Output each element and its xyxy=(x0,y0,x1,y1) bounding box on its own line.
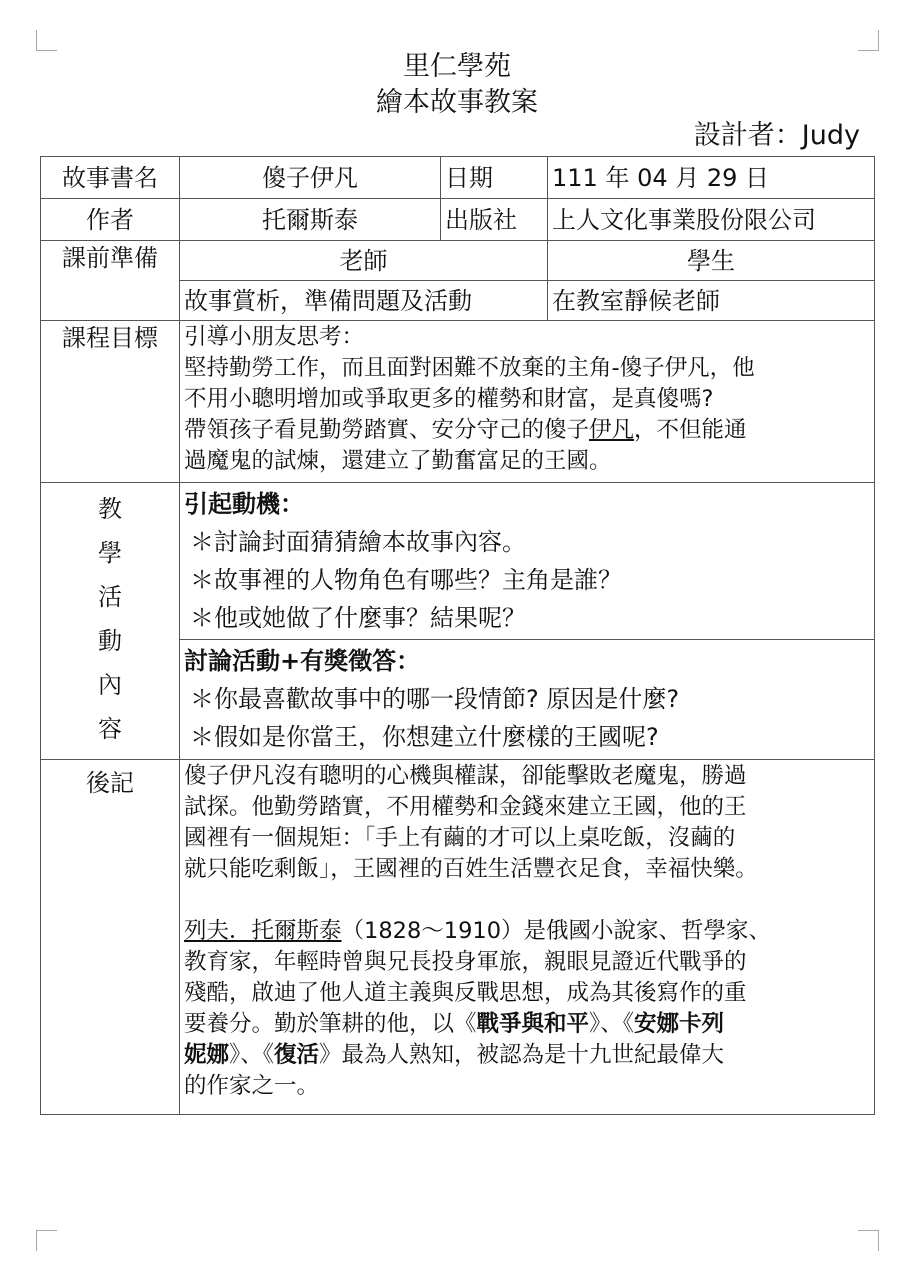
book-title: 妮娜 xyxy=(184,1042,230,1068)
discussion-section xyxy=(180,640,875,760)
activity-item: ＊他或她做了什麼事？結果呢？ xyxy=(190,604,526,632)
paragraph-gap xyxy=(184,885,870,916)
objectives-row xyxy=(41,321,875,483)
book-title: 戰爭與和平 xyxy=(476,1011,590,1037)
book-info-row xyxy=(41,157,875,199)
date-label: 日期 xyxy=(441,157,548,199)
postscript-line: 傻子伊凡沒有聰明的心機與權謀，卻能擊敗老魔鬼，勝過 xyxy=(184,763,747,789)
objective-line: 引導小朋友思考： xyxy=(184,324,365,350)
prep-label: 課前準備 xyxy=(41,241,180,321)
activity-item: ＊假如是你當王，你想建立什麼樣的王國呢? xyxy=(190,723,659,751)
motivation-section xyxy=(180,483,875,640)
postscript-line: 國裡有一個規矩：「手上有繭的才可以上桌吃飯，沒繭的 xyxy=(184,825,736,851)
author-name-link: 列夫．托爾斯泰 xyxy=(184,918,342,944)
postscript-line: 的作家之一。 xyxy=(184,1073,320,1099)
crop-mark-bottom-left xyxy=(36,1230,57,1251)
activities-label: 教 學 活 動 內 容 xyxy=(41,483,180,760)
postscript-label: 後記 xyxy=(41,760,180,1115)
postscript-row xyxy=(41,760,875,1115)
book-title: 復活 xyxy=(274,1042,320,1068)
objectives-label: 課程目標 xyxy=(41,321,180,483)
book-label: 故事書名 xyxy=(41,157,180,199)
postscript-line: 妮娜》、《復活》最為人熟知，被認為是十九世紀最偉大 xyxy=(184,1042,725,1068)
author-value: 托爾斯泰 xyxy=(180,199,441,241)
publisher-value: 上人文化事業股份限公司 xyxy=(548,199,875,241)
postscript-line: 殘酷，啟迪了他人道主義與反戰思想，成為其後寫作的重 xyxy=(184,980,747,1006)
section-title: 討論活動+有獎徵答： xyxy=(184,647,421,675)
activity-item: ＊故事裡的人物角色有哪些？主角是誰？ xyxy=(190,566,622,594)
postscript-line: 教育家，年輕時曾與兄長投身軍旅，親眼見證近代戰爭的 xyxy=(184,949,747,975)
objective-line: 過魔鬼的試煉，還建立了勤奮富足的王國。 xyxy=(184,448,612,474)
document-title: 繪本故事教案 xyxy=(376,87,538,118)
book-value: 傻子伊凡 xyxy=(180,157,441,199)
objectives-text xyxy=(180,321,875,483)
crop-mark-top-left xyxy=(36,30,57,51)
name-link: 伊凡 xyxy=(589,417,635,443)
teacher-prep-value: 故事賞析，準備問題及活動 xyxy=(180,281,548,321)
activity-item: ＊你最喜歡故事中的哪一段情節? 原因是什麼? xyxy=(190,685,680,713)
author-row xyxy=(41,199,875,241)
crop-mark-top-right xyxy=(858,30,879,51)
activity-row-1 xyxy=(41,483,875,640)
objective-line: 堅持勤勞工作，而且面對困難不放棄的主角-傻子伊凡，他 xyxy=(184,355,755,381)
school-name: 里仁學苑 xyxy=(403,51,511,82)
activity-item: ＊討論封面猜猜繪本故事內容。 xyxy=(190,528,526,556)
book-title: 安娜卡列 xyxy=(634,1011,725,1037)
designer-credit: 設計者：Judy xyxy=(693,120,860,151)
crop-mark-bottom-right xyxy=(858,1230,879,1251)
student-header: 學生 xyxy=(548,241,875,281)
postscript-line: 列夫．托爾斯泰（1828～1910）是俄國小說家、哲學家、 xyxy=(184,918,772,944)
date-value: 111 年 04 月 29 日 xyxy=(548,157,875,199)
section-title: 引起動機： xyxy=(184,490,304,518)
author-label: 作者 xyxy=(41,199,180,241)
postscript-line: 就只能吃剩飯」，王國裡的百姓生活豐衣足食，幸福快樂。 xyxy=(184,856,758,882)
objective-line: 不用小聰明增加或爭取更多的權勢和財富，是真傻嗎? xyxy=(184,386,714,412)
prep-header-row xyxy=(41,241,875,281)
postscript-text xyxy=(180,760,875,1115)
publisher-label: 出版社 xyxy=(441,199,548,241)
lesson-plan-table xyxy=(40,156,875,1115)
postscript-line: 要養分。勤於筆耕的他，以《戰爭與和平》、《安娜卡列 xyxy=(184,1011,725,1037)
teacher-header: 老師 xyxy=(180,241,548,281)
postscript-line: 試探。他勤勞踏實，不用權勢和金錢來建立王國，他的王 xyxy=(184,794,747,820)
student-prep-value: 在教室靜候老師 xyxy=(548,281,875,321)
objective-line: 帶領孩子看見勤勞踏實、安分守己的傻子伊凡，不但能通 xyxy=(184,417,747,443)
